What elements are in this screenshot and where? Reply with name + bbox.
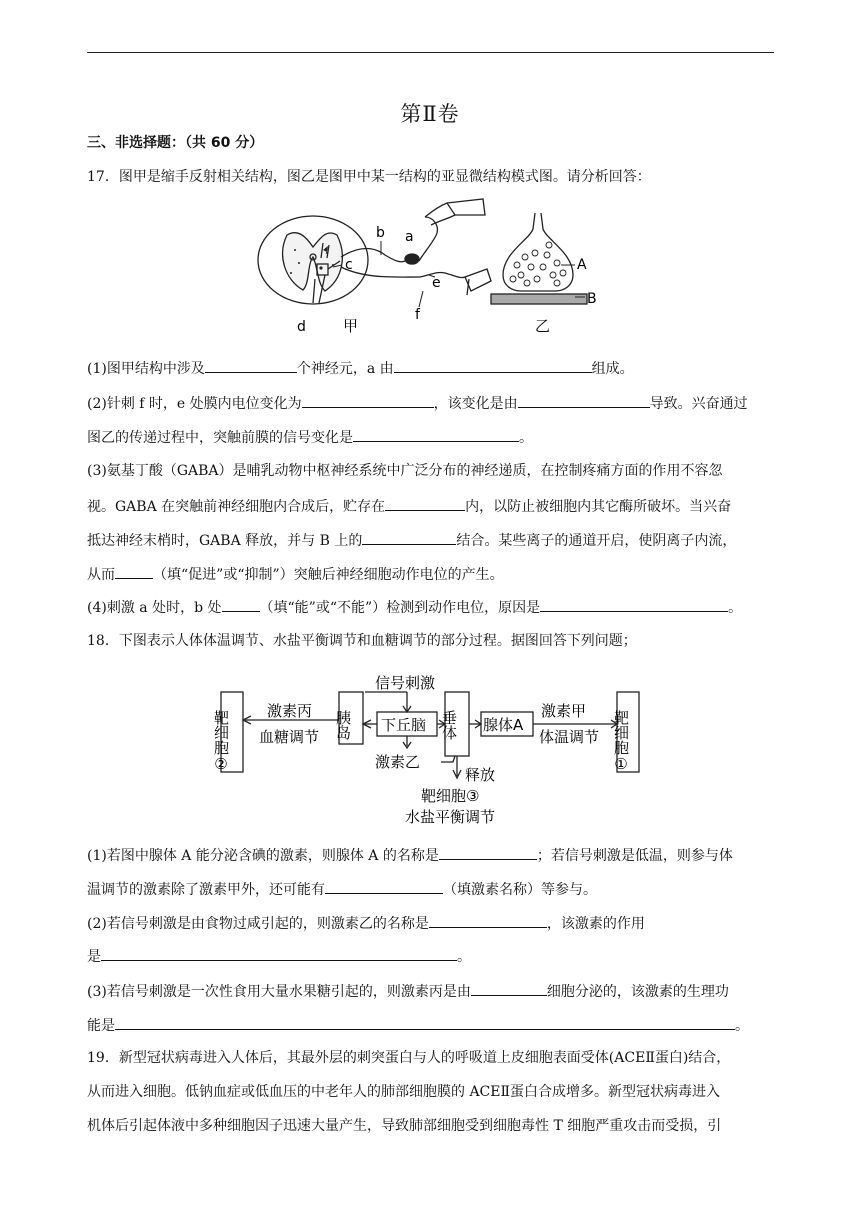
q17-sub1: (1)图甲结构中涉及 个神经元，a 由 组成。 — [87, 358, 777, 379]
part-heading: 三、非选择题：（共 60 分） — [87, 135, 264, 151]
reflex-arc — [341, 199, 491, 295]
label-f: f — [415, 307, 420, 323]
q18-sub2-line1: (2)若信号刺激是由食物过咸引起的，则激素乙的名称是 ，该激素的作用 — [87, 913, 777, 934]
label-c: c — [345, 257, 353, 273]
caption-jia: 甲 — [343, 317, 359, 335]
target-cell-1: 靶细胞① — [612, 710, 630, 773]
q17-sub3-line1: (3)氨基丁酸（GABA）是哺乳动物中枢神经系统中广泛分布的神经递质，在控制疼痛方面的作用不容忽 — [87, 463, 723, 479]
q18-sub2-line2: 是 。 — [87, 946, 777, 967]
caption-yi: 乙 — [535, 317, 551, 335]
pancreas-label: 胰岛 — [334, 710, 352, 740]
blood-sugar-label: 血糖调节 — [259, 728, 320, 746]
hormone-c-label: 激素丙 — [267, 702, 313, 720]
q18-sub3-line1: (3)若信号刺激是一次性食用大量水果糖引起的，则激素丙是由 细胞分泌的，该激素的生理功 — [87, 981, 777, 1002]
water-salt-label: 水盐平衡调节 — [405, 808, 496, 826]
label-b: b — [376, 225, 385, 241]
q17-sub2-line1: (2)针刺 f 时，e 处膜内电位变化为 ，该变化是由 导致。兴奋通过 — [87, 393, 777, 414]
label-e: e — [432, 275, 441, 291]
q17-sub3-line2: 视。GABA 在突触前神经细胞内合成后，贮存在 内，以防止被细胞内其它酶所破坏。当兴奋 — [87, 496, 777, 517]
top-rule — [87, 52, 774, 53]
label-d: d — [297, 319, 306, 335]
hormone-b-label: 激素乙 — [375, 753, 421, 771]
gland-a-label: 腺体A — [483, 716, 524, 734]
hypothalamus-label: 下丘脑 — [381, 716, 427, 734]
signal-label: 信号刺激 — [375, 674, 436, 692]
label-a: a — [405, 229, 414, 245]
body-temp-label: 体温调节 — [539, 728, 600, 746]
release-label: 释放 — [465, 766, 496, 784]
target-cell-2: 靶细胞② — [212, 710, 230, 773]
q19-line2: 从而进入细胞。低钠血症或低血压的中老年人的肺部细胞膜的 ACEⅡ蛋白合成增多。新型冠状病毒进入 — [87, 1084, 721, 1100]
vesicles — [510, 242, 566, 286]
q17-figure — [255, 195, 610, 340]
pituitary-label: 垂体 — [440, 710, 458, 740]
q18-stem: 18．下图表示人体体温调节、水盐平衡调节和血糖调节的部分过程。据图回答下列问题； — [87, 633, 637, 649]
target-cell-3: 靶细胞③ — [421, 787, 480, 805]
q18-sub1-line2: 温调节的激素除了激素甲外，还可能有 （填激素名称）等参与。 — [87, 879, 777, 900]
q17-sub2-line2: 图乙的传递过程中，突触前膜的信号变化是 。 — [87, 427, 777, 448]
label-B: B — [587, 291, 597, 307]
section-title: 第Ⅱ卷 — [400, 102, 460, 126]
q18-diagram — [212, 670, 645, 830]
hormone-a-label: 激素甲 — [541, 702, 587, 720]
q18-sub1-line1: (1)若图中腺体 A 能分泌含碘的激素，则腺体 A 的名称是 ；若信号刺激是低温，则参与体 — [87, 845, 777, 866]
q19-line1: 19．新型冠状病毒进入人体后，其最外层的刺突蛋白与人的呼吸道上皮细胞表面受体(ACEⅡ蛋白)结合， — [87, 1050, 731, 1066]
q17-sub3-line3: 抵达神经末梢时，GABA 释放，并与 B 上的 结合。某些离子的通道开启，使阴离子内流， — [87, 530, 777, 551]
q17-stem: 17．图甲是缩手反射相关结构，图乙是图甲中某一结构的亚显微结构模式图。请分析回答： — [87, 169, 651, 185]
synapse-diagram — [491, 213, 587, 304]
q19-line3: 机体后引起体液中多种细胞因子迅速大量产生，导致肺部细胞受到细胞毒性 T 细胞严重攻击而受损，引 — [87, 1118, 722, 1134]
q17-sub4: (4)刺激 a 处时，b 处 （填“能”或“不能”）检测到动作电位，原因是 。 — [87, 597, 777, 618]
q18-sub3-line2: 能是 。 — [87, 1015, 777, 1036]
q17-sub3-line4: 从而 （填“促进”或“抑制”）突触后神经细胞动作电位的产生。 — [87, 564, 777, 585]
label-A: A — [577, 257, 587, 273]
